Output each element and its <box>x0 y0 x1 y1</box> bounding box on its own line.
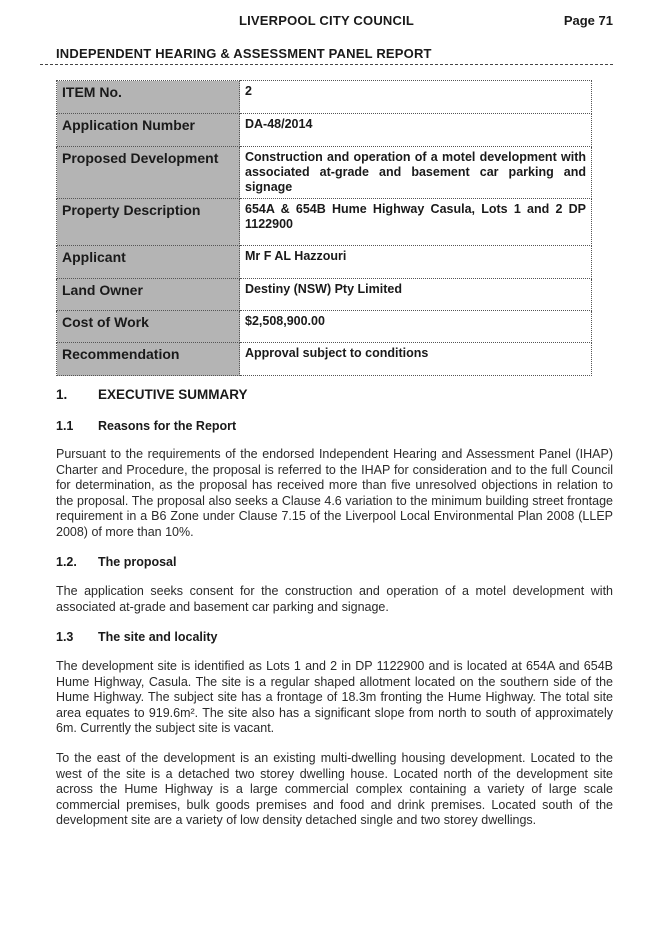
row-label: ITEM No. <box>57 81 240 114</box>
row-value: 2 <box>240 81 592 114</box>
row-value: Destiny (NSW) Pty Limited <box>240 279 592 311</box>
table-row <box>57 246 592 279</box>
subsection-number: 1.2. <box>56 555 77 569</box>
subsection-heading-proposal <box>56 555 176 569</box>
subsection-title: Reasons for the Report <box>98 419 237 433</box>
row-label: Land Owner <box>57 279 240 311</box>
report-title: INDEPENDENT HEARING & ASSESSMENT PANEL REPORT <box>56 46 432 61</box>
table-row <box>57 147 592 199</box>
row-label: Cost of Work <box>57 311 240 343</box>
row-value: Mr F AL Hazzouri <box>240 246 592 279</box>
council-name: LIVERPOOL CITY COUNCIL <box>238 13 415 28</box>
subsection-heading-site <box>56 630 217 644</box>
table-row <box>57 311 592 343</box>
proposal-paragraph: The application seeks consent for the construction and operation of a motel development with associated at-grade and basement car parking and signage. <box>56 584 613 614</box>
table-row <box>57 343 592 376</box>
reasons-paragraph: Pursuant to the requirements of the endorsed Independent Hearing and Assessment Panel (IHAP) Charter and Procedure, the proposal is referred to the IHAP for consideration and to the full Council for determination, as the proposal has received more than five unresolved objections in relation to the proposal. The proposal also seeks a Clause 4.6 variation to the minimum building street frontage requirement in a B6 Zone under Clause 7.15 of the Liverpool Local Environmental Plan 2008 (LLEP 2008) of more than 10%. <box>56 447 613 539</box>
site-paragraph-1: The development site is identified as Lots 1 and 2 in DP 1122900 and is located at 654A and 654B Hume Highway, Casula. The site is a regular shaped allotment located on the southern side of the Hume Highway. The subject site has a frontage of 18.3m fronting the Hume Highway. The total site area equates to 919.6m². The site also has a significant slope from north to south of approximately 6m. Currently the subject site is vacant. <box>56 659 613 735</box>
section-title: EXECUTIVE SUMMARY <box>98 387 248 402</box>
table-row <box>57 81 592 114</box>
section-heading-executive-summary <box>56 387 248 402</box>
row-value: Construction and operation of a motel development with associated at-grade and basement car parking and signage <box>240 147 592 199</box>
table-row <box>57 279 592 311</box>
section-number: 1. <box>56 387 68 402</box>
subsection-number: 1.3 <box>56 630 74 644</box>
row-value: $2,508,900.00 <box>240 311 592 343</box>
subsection-title: The proposal <box>98 555 177 569</box>
subsection-heading-reasons <box>56 419 236 433</box>
row-label: Recommendation <box>57 343 240 376</box>
page-number: Page 71 <box>563 13 613 28</box>
row-label: Property Description <box>57 199 240 246</box>
row-value: 654A & 654B Hume Highway Casula, Lots 1 and 2 DP 1122900 <box>240 199 592 246</box>
site-paragraph-2: To the east of the development is an existing multi-dwelling housing development. Located to the west of the site is a detached two storey dwelling house. Located north of the development site across the Hume Highway is a large commercial complex containing a variety of large scale commercial premises, bulk goods premises and food and drink premises. Located south of the development site are a variety of low density detached single and two storey dwellings. <box>56 751 613 827</box>
table-row <box>57 114 592 147</box>
row-label: Applicant <box>57 246 240 279</box>
application-summary-table <box>56 80 592 376</box>
subsection-number: 1.1 <box>56 419 74 433</box>
header-divider <box>40 64 613 65</box>
table-row <box>57 199 592 246</box>
row-value: Approval subject to conditions <box>240 343 592 376</box>
row-value: DA-48/2014 <box>240 114 592 147</box>
row-label: Proposed Development <box>57 147 240 199</box>
row-label: Application Number <box>57 114 240 147</box>
subsection-title: The site and locality <box>98 630 218 644</box>
